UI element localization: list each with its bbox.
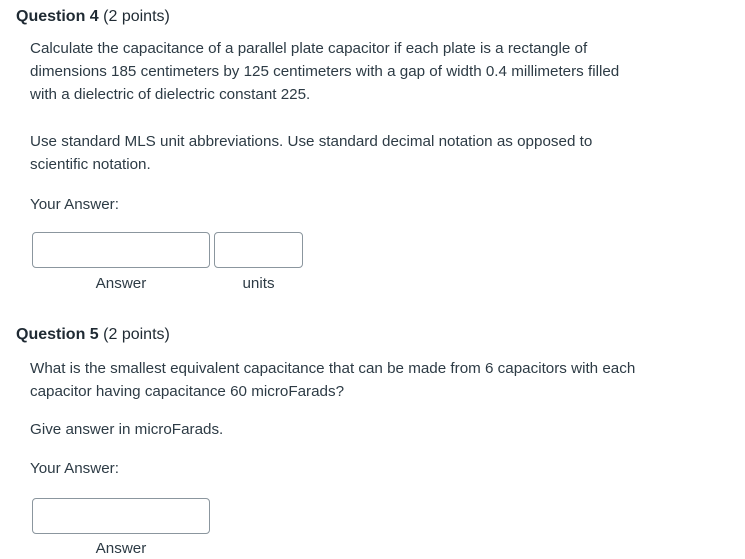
question-4-instructions: Use standard MLS unit abbreviations. Use standard decimal notation as opposed to scientific notation. — [30, 133, 593, 173]
question-4-your-answer-label: Your Answer: — [30, 196, 119, 213]
question-5-prompt: What is the smallest equivalent capacitance that can be made from 6 capacitors with each capacitor having capacitance 60 microFarads? — [30, 360, 636, 400]
question-4-title: Question 4 — [16, 8, 99, 25]
question-5-your-answer-label: Your Answer: — [30, 460, 119, 477]
question-4-prompt: Calculate the capacitance of a parallel plate capacitor if each plate is a rectangle of dimensions 185 centimeters by 125 centimeters with a gap of width 0.4 millimeters filled with a dielectric of dielectric constant 225. — [30, 40, 620, 103]
question-5-points: (2 points) — [103, 326, 170, 343]
question-4-answer-input[interactable] — [32, 232, 210, 268]
question-5-header — [16, 324, 170, 346]
question-5-instructions: Give answer in microFarads. — [30, 421, 224, 438]
question-5-answer-caption: Answer — [95, 540, 147, 557]
question-4-header — [16, 6, 170, 28]
question-4-answer-caption: Answer — [95, 275, 147, 292]
question-5-title: Question 5 — [16, 326, 99, 343]
question-4-points: (2 points) — [103, 8, 170, 25]
question-5-answer-input[interactable] — [32, 498, 210, 534]
question-4-units-caption: units — [242, 275, 275, 292]
question-4-units-input[interactable] — [214, 232, 303, 268]
